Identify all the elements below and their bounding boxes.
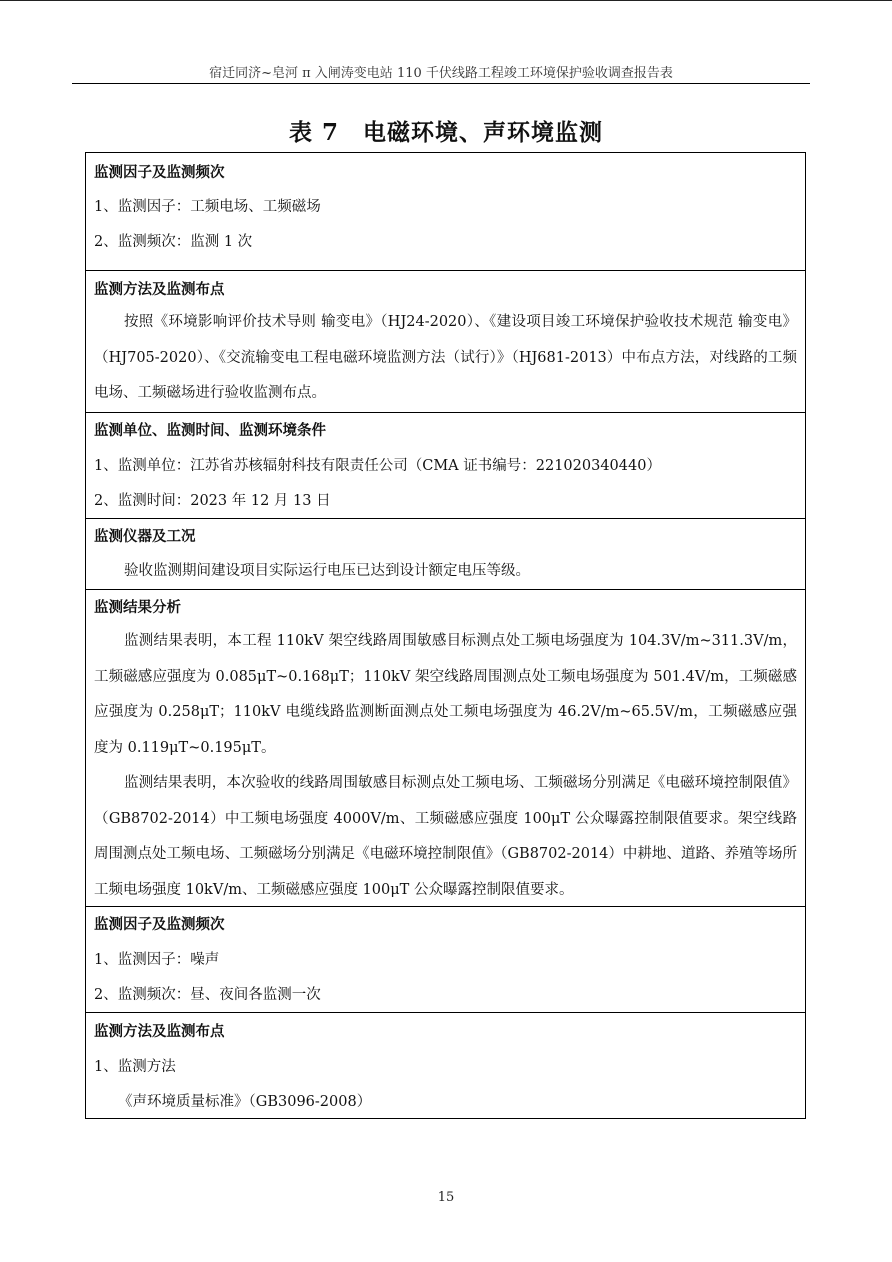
- section-heading: 监测结果分析: [94, 599, 181, 616]
- section-line: 2、监测频次：监测 1 次: [94, 234, 253, 250]
- section-line: 1、监测因子：噪声: [94, 952, 220, 968]
- section-line: 1、监测单位：江苏省苏核辐射科技有限责任公司（CMA 证书编号：221020340440）: [94, 458, 661, 474]
- top-border: [0, 0, 892, 1]
- section-paragraph: 监测结果表明，本工程 110kV 架空线路周围敏感目标测点处工频电场强度为 104.3V/m~311.3V/m，工频磁感应强度为 0.085μT~0.168μT；110kV 架空线路周围测点处工频电场强度为 501.4V/m，工频磁感应强度为 0.258μT；110kV 电缆线路监测断面测点处工频电场强度为 46.2V/m~65.5V/m，工频磁感应强度为 0.119μT~0.195μT。: [94, 633, 797, 756]
- section-paragraph: 验收监测期间建设项目实际运行电压已达到设计额定电压等级。: [124, 563, 530, 579]
- section-heading: 监测单位、监测时间、监测环境条件: [94, 422, 326, 439]
- running-header: 宿迁同济~皂河 π 入闸涛变电站 110 千伏线路工程竣工环境保护验收调查报告表: [209, 66, 673, 81]
- section-heading: 监测因子及监测频次: [94, 916, 225, 933]
- section-paragraph: 监测结果表明，本次验收的线路周围敏感目标测点处工频电场、工频磁场分别满足《电磁环境控制限值》（GB8702-2014）中工频电场强度 4000V/m、工频磁感应强度 100μT 公众曝露控制限值要求。架空线路周围测点处工频电场、工频磁场分别满足《电磁环境控制限值》（GB8702-2014）中耕地、道路、养殖等场所工频电场强度 10kV/m、工频磁感应强度 100μT 公众曝露控制限值要求。: [94, 775, 797, 898]
- section-heading: 监测方法及监测布点: [94, 1023, 225, 1040]
- section-line: 《声环境质量标准》（GB3096-2008）: [118, 1094, 372, 1110]
- section-em-method: [86, 271, 805, 413]
- section-line: 2、监测频次：昼、夜间各监测一次: [94, 987, 321, 1003]
- section-heading: 监测因子及监测频次: [94, 164, 225, 181]
- section-heading: 监测仪器及工况: [94, 528, 196, 545]
- section-em-instruments: [86, 519, 805, 590]
- section-paragraph: 按照《环境影响评价技术导则 输变电》（HJ24-2020）、《建设项目竣工环境保护验收技术规范 输变电》（HJ705-2020）、《交流输变电工程电磁环境监测方法（试行）》（HJ681-2013）中布点方法，对线路的工频电场、工频磁场进行验收监测布点。: [94, 314, 797, 401]
- section-heading: 监测方法及监测布点: [94, 281, 225, 298]
- section-noise-factors: [86, 907, 805, 1013]
- section-em-factors: [86, 153, 805, 271]
- page-number: 15: [437, 1190, 455, 1205]
- section-line: 2、监测时间：2023 年 12 月 13 日: [94, 493, 331, 509]
- header-rule: [72, 83, 810, 84]
- monitoring-table: [85, 152, 806, 1119]
- section-line: 1、监测方法: [94, 1059, 176, 1075]
- section-noise-method: [86, 1013, 805, 1120]
- section-em-unit-time: [86, 413, 805, 519]
- section-line: 1、监测因子：工频电场、工频磁场: [94, 199, 321, 215]
- section-em-results: [86, 590, 805, 907]
- page-title: 表 7 电磁环境、声环境监测: [288, 119, 603, 146]
